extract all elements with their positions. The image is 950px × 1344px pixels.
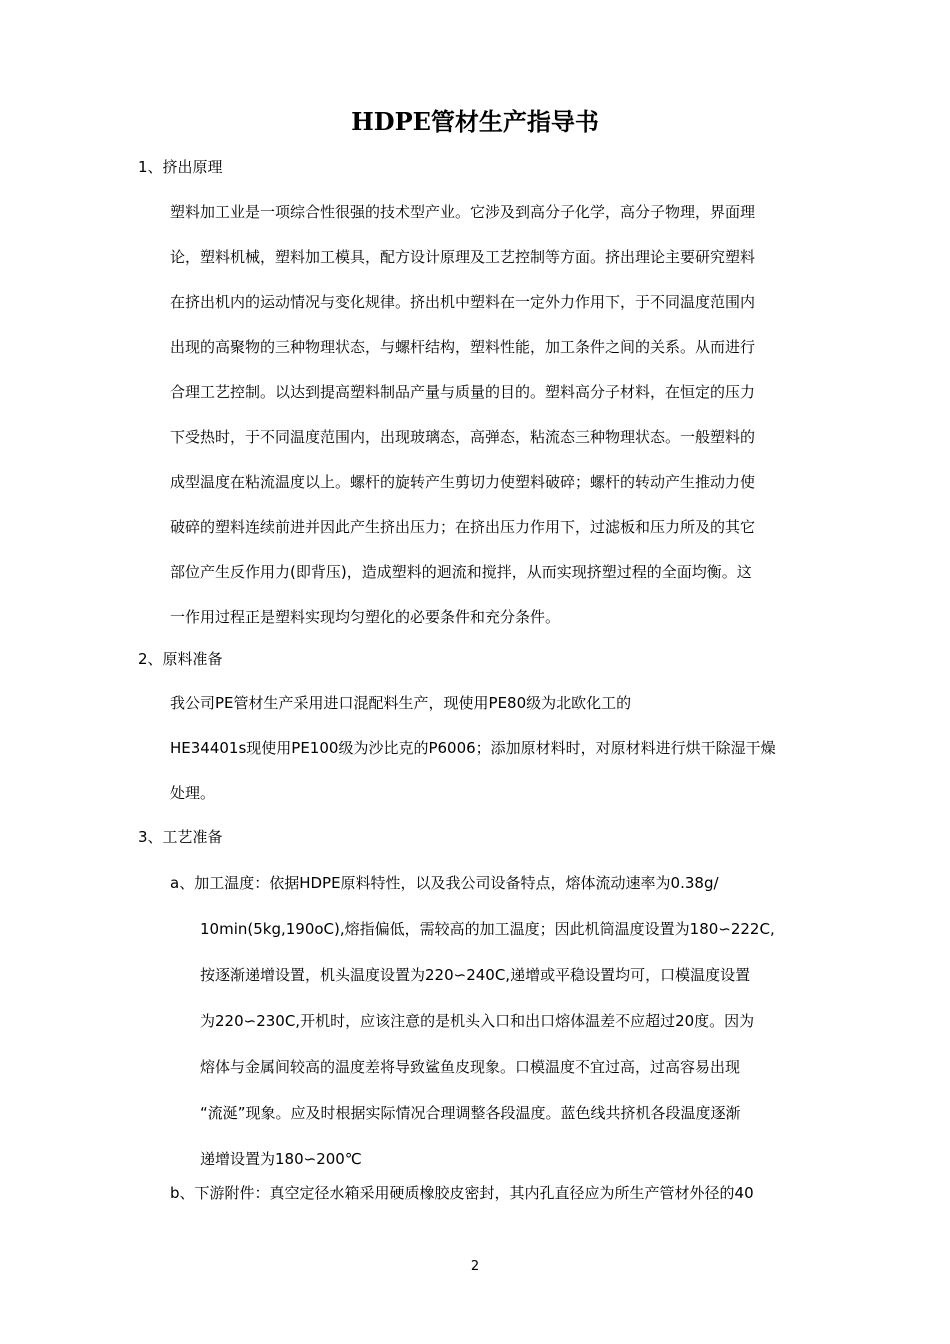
section-heading-process-prep: 3、工艺准备 <box>138 828 223 846</box>
paragraph-line: 部位产生反作用力(即背压)，造成塑料的迴流和搅拌，从而实现挤塑过程的全面均衡。这 <box>170 563 752 581</box>
paragraph-line: 一作用过程正是塑料实现均匀塑化的必要条件和充分条件。 <box>170 608 561 626</box>
item-first-line: a、加工温度：依据HDPE原料特性，以及我公司设备特点，熔体流动速率为0.38g/ <box>170 874 719 892</box>
document-title: HDPE管材生产指导书 <box>351 107 599 136</box>
paragraph-line: 塑料加工业是一项综合性很强的技术型产业。它涉及到高分子化学，高分子物理，界面理 <box>170 203 756 221</box>
item-line: 10min(5kg,190oC),熔指偏低，需较高的加工温度；因此机筒温度设置为180∽222C, <box>200 920 775 938</box>
item-line: 为220∽230C,开机时，应该注意的是机头入口和出口熔体温差不应超过20度。因为 <box>200 1012 755 1030</box>
paragraph-line: 下受热时，于不同温度范围内，出现玻璃态，高弹态，粘流态三种物理状态。一般塑料的 <box>170 428 756 446</box>
item-line: 按逐渐递增设置，机头温度设置为220∽240C,递增或平稳设置均可，口模温度设置 <box>200 966 751 984</box>
item-line: 递增设置为180∽200℃ <box>200 1150 362 1168</box>
paragraph-line: 在挤出机内的运动情况与变化规律。挤出机中塑料在一定外力作用下，于不同温度范围内 <box>170 293 756 311</box>
paragraph-line: 处理。 <box>170 784 216 802</box>
paragraph-line: 合理工艺控制。以达到提高塑料制品产量与质量的目的。塑料高分子材料，在恒定的压力 <box>170 383 756 401</box>
item-processing-temperature <box>170 860 838 1182</box>
paragraph-line: 破碎的塑料连续前进并因此产生挤出压力；在挤出压力作用下，过滤板和压力所及的其它 <box>170 518 756 536</box>
paragraph-line: 论，塑料机械，塑料加工模具，配方设计原理及工艺控制等方面。挤出理论主要研究塑料 <box>170 248 756 266</box>
paragraph-line: 我公司PE管材生产采用进口混配料生产，现使用PE80级为北欧化工的 <box>170 694 632 712</box>
paragraph-line: 成型温度在粘流温度以上。螺杆的旋转产生剪切力使塑料破碎；螺杆的转动产生推动力使 <box>170 473 756 491</box>
section-heading-extrusion-principle: 1、挤出原理 <box>138 158 223 176</box>
section-body-raw-material <box>170 681 838 816</box>
paragraph-line: HE34401s现使用PE100级为沙比克的P6006；添加原材料时，对原材料进行烘干除湿干燥 <box>170 739 776 757</box>
item-downstream-accessories <box>170 1170 838 1216</box>
paragraph-line: 出现的高聚物的三种物理状态，与螺杆结构，塑料性能，加工条件之间的关系。从而进行 <box>170 338 756 356</box>
page-number: 2 <box>470 1259 480 1274</box>
section-heading-raw-material: 2、原料准备 <box>138 650 223 668</box>
section-body-extrusion-principle <box>170 190 838 640</box>
item-first-line: b、下游附件：真空定径水箱采用硬质橡胶皮密封，其内孔直径应为所生产管材外径的40 <box>170 1184 754 1202</box>
item-line: “流涎”现象。应及时根据实际情况合理调整各段温度。蓝色线共挤机各段温度逐渐 <box>200 1104 741 1122</box>
item-line: 熔体与金属间较高的温度差将导致鲨鱼皮现象。口模温度不宜过高，过高容易出现 <box>200 1058 741 1076</box>
